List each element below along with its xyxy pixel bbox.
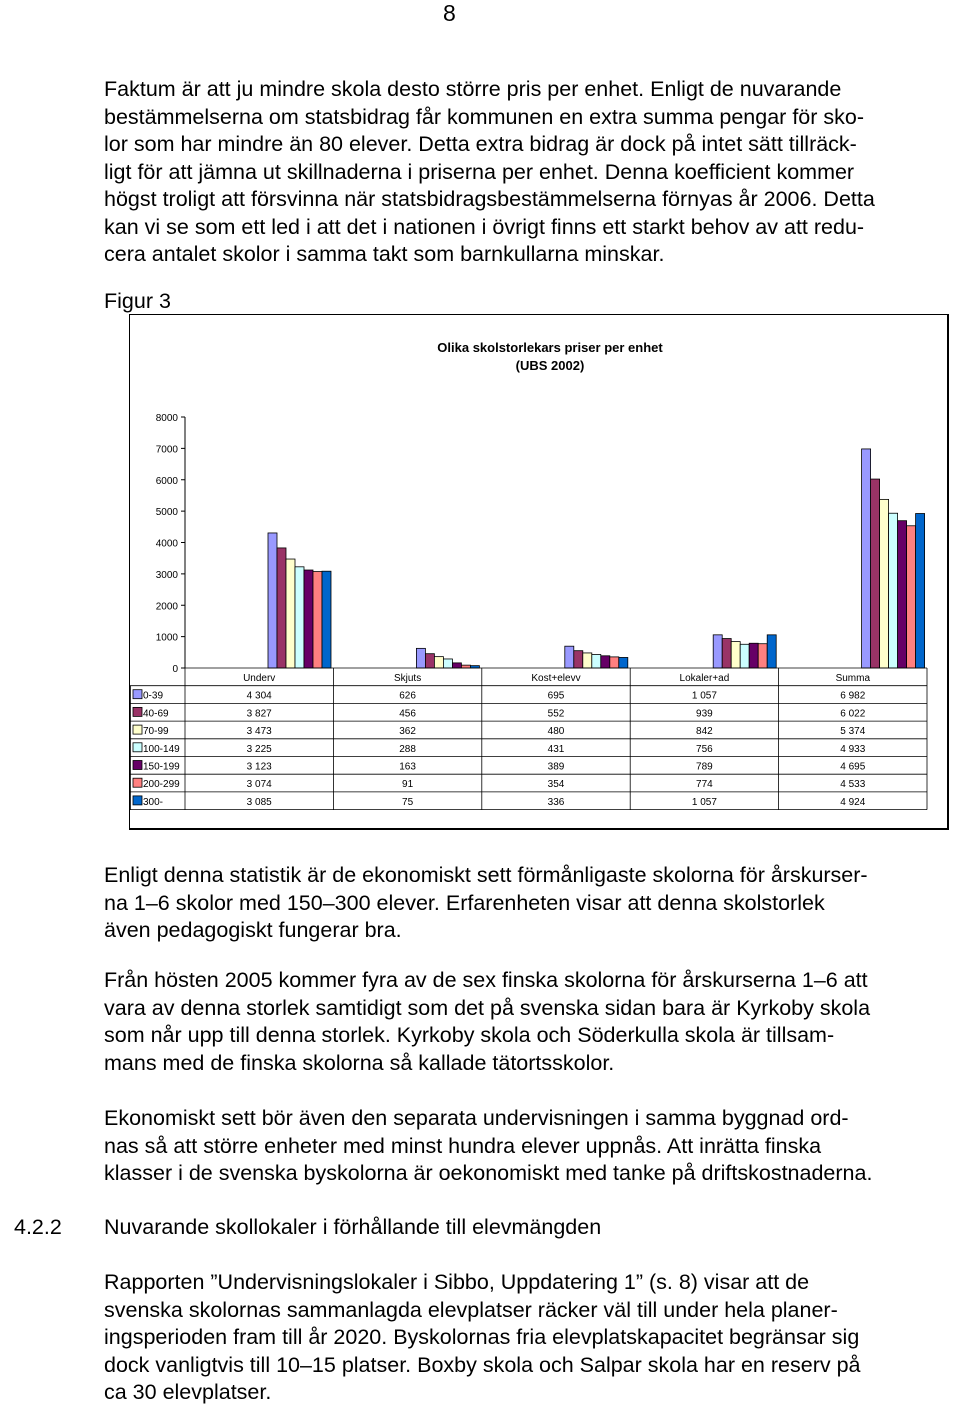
data-label: 1 057 bbox=[691, 690, 717, 702]
paragraph-5 bbox=[104, 1269, 960, 1407]
text-line: högst troligt att försvinna när statsbidragsbestämmelserna förnyas år 2006. Detta bbox=[104, 187, 875, 211]
bar-200-299-Kost+elevv bbox=[610, 657, 619, 668]
legend-label: 70-99 bbox=[143, 726, 169, 738]
y-tick-label: 0 bbox=[172, 664, 178, 675]
chart-subtitle: (UBS 2002) bbox=[515, 358, 585, 373]
text-line: nas så att större enheter med minst hundra elever uppnås. Att inrätta finska bbox=[104, 1133, 822, 1158]
text-line: vara av denna storlek samtidigt som det på svenska sidan bara är Kyrkoby skola bbox=[104, 995, 871, 1020]
legend-swatch-150-199 bbox=[133, 761, 142, 770]
bar-0-39-Lokaler+ad bbox=[713, 635, 722, 668]
bar-100-149-Kost+elevv bbox=[592, 654, 601, 668]
y-tick-label: 3000 bbox=[155, 569, 178, 581]
bar-200-299-Skjuts bbox=[461, 665, 470, 668]
bar-0-39-Skjuts bbox=[416, 648, 425, 668]
bar-150-199-Summa bbox=[898, 521, 907, 668]
data-label: 163 bbox=[399, 761, 416, 773]
bar-150-199-Lokaler+ad bbox=[749, 643, 758, 668]
bar-70-99-Underv bbox=[286, 559, 295, 668]
bar-100-149-Underv bbox=[295, 567, 304, 668]
bar-0-39-Summa bbox=[862, 449, 871, 668]
data-label: 756 bbox=[696, 743, 713, 755]
data-label: 288 bbox=[399, 743, 416, 755]
data-label: 789 bbox=[696, 761, 713, 773]
y-tick-label: 6000 bbox=[155, 475, 178, 487]
data-label: 336 bbox=[547, 796, 565, 808]
legend-swatch-0-39 bbox=[133, 690, 142, 699]
bar-40-69-Lokaler+ad bbox=[722, 639, 731, 668]
bar-200-299-Underv bbox=[313, 572, 322, 668]
data-label: 4 924 bbox=[840, 796, 866, 808]
data-label: 4 695 bbox=[840, 761, 866, 773]
bar-chart bbox=[130, 315, 947, 828]
text-line: lor som har mindre än 80 elever. Detta extra bidrag är dock på intet sätt tillräck- bbox=[104, 132, 857, 156]
category-label: Underv bbox=[243, 673, 276, 684]
legend-label: 300- bbox=[143, 796, 164, 808]
text-line: Ekonomiskt sett bör även den separata undervisningen i samma byggnad ord- bbox=[104, 1106, 849, 1130]
paragraph-3 bbox=[104, 967, 960, 1077]
data-label: 1 057 bbox=[691, 796, 717, 808]
bar-300--Underv bbox=[322, 571, 331, 668]
bar-200-299-Lokaler+ad bbox=[758, 644, 767, 668]
text-line: na 1–6 skolor med 150–300 elever. Erfarenheten visar att denna skolstorlek bbox=[104, 890, 825, 915]
data-label: 389 bbox=[547, 761, 565, 773]
category-label: Skjuts bbox=[393, 673, 422, 684]
bar-70-99-Kost+elevv bbox=[583, 653, 592, 668]
data-label: 91 bbox=[402, 779, 414, 791]
bar-100-149-Lokaler+ad bbox=[740, 644, 749, 668]
bar-150-199-Underv bbox=[304, 570, 313, 668]
data-label: 4 933 bbox=[840, 743, 866, 755]
chart-frame bbox=[129, 314, 949, 830]
text-line: bestämmelserna om statsbidrag får kommunen en extra summa pengar för sko- bbox=[104, 104, 864, 129]
data-label: 4 304 bbox=[246, 690, 272, 702]
legend-label: 200-299 bbox=[143, 779, 180, 791]
data-label: 3 225 bbox=[246, 743, 272, 755]
bar-40-69-Kost+elevv bbox=[574, 651, 583, 668]
chart-title: Olika skolstorlekars priser per enhet bbox=[437, 340, 663, 355]
data-label: 3 123 bbox=[246, 761, 272, 773]
data-label: 354 bbox=[547, 779, 565, 791]
data-label: 939 bbox=[696, 708, 713, 720]
text-line: ca 30 elevplatser. bbox=[104, 1380, 272, 1404]
text-line: ingsperioden fram till år 2020. Byskolornas fria elevplatskapacitet begränsar sig bbox=[104, 1325, 860, 1349]
bar-150-199-Kost+elevv bbox=[601, 656, 610, 668]
bar-100-149-Skjuts bbox=[443, 659, 452, 668]
data-label: 6 982 bbox=[840, 690, 866, 702]
bar-100-149-Summa bbox=[889, 513, 898, 668]
data-label: 552 bbox=[547, 708, 565, 720]
paragraph-1 bbox=[104, 76, 960, 269]
paragraph-4 bbox=[104, 1105, 960, 1188]
data-label: 695 bbox=[547, 690, 565, 702]
data-label: 480 bbox=[547, 726, 565, 738]
legend-label: 100-149 bbox=[143, 743, 180, 755]
bar-150-199-Skjuts bbox=[452, 663, 461, 668]
legend-swatch-70-99 bbox=[133, 725, 142, 734]
data-label: 3 473 bbox=[246, 726, 272, 738]
data-label: 362 bbox=[399, 726, 416, 738]
legend-swatch-40-69 bbox=[133, 707, 142, 716]
legend-swatch-100-149 bbox=[133, 743, 142, 752]
y-tick-label: 7000 bbox=[155, 444, 178, 456]
data-label: 5 374 bbox=[840, 726, 866, 738]
text-line: mans med de finska skolorna så kallade tätortsskolor. bbox=[104, 1050, 615, 1075]
category-label: Kost+elevv bbox=[531, 673, 581, 684]
bar-70-99-Skjuts bbox=[434, 657, 443, 668]
data-label: 842 bbox=[696, 726, 713, 738]
data-label: 6 022 bbox=[840, 708, 866, 720]
bar-40-69-Underv bbox=[277, 548, 286, 668]
bar-40-69-Skjuts bbox=[425, 654, 434, 668]
legend-label: 40-69 bbox=[143, 708, 169, 720]
bar-40-69-Summa bbox=[871, 479, 880, 668]
text-line: dock vanligtvis till 10–15 platser. Boxby skola och Salpar skola har en reserv på bbox=[104, 1352, 861, 1377]
paragraph-2 bbox=[104, 862, 960, 945]
data-label: 4 533 bbox=[840, 779, 866, 791]
text-line: klasser i de svenska byskolorna är oekonomiskt med tanke på driftskostnaderna. bbox=[104, 1161, 873, 1185]
legend-swatch-300- bbox=[133, 796, 142, 805]
legend-swatch-200-299 bbox=[133, 778, 142, 787]
data-label: 75 bbox=[402, 796, 414, 808]
data-label: 3 074 bbox=[246, 779, 272, 791]
bar-300--Lokaler+ad bbox=[767, 635, 776, 668]
figure-label: Figur 3 bbox=[104, 289, 171, 313]
bar-0-39-Kost+elevv bbox=[565, 646, 574, 668]
text-line: cera antalet skolor i samma takt som barnkullarna minskar. bbox=[104, 242, 665, 266]
category-label: Lokaler+ad bbox=[679, 673, 730, 684]
data-label: 3 085 bbox=[246, 796, 272, 808]
y-tick-label: 2000 bbox=[155, 601, 178, 613]
y-tick-label: 8000 bbox=[155, 413, 178, 424]
text-line: Rapporten ”Undervisningslokaler i Sibbo, Uppdatering 1” (s. 8) visar att de bbox=[104, 1270, 810, 1294]
bar-300--Kost+elevv bbox=[619, 657, 628, 668]
bar-70-99-Lokaler+ad bbox=[731, 642, 740, 668]
legend-label: 150-199 bbox=[143, 761, 180, 773]
legend-label: 0-39 bbox=[143, 690, 164, 702]
data-label: 774 bbox=[696, 779, 713, 791]
bar-70-99-Summa bbox=[880, 499, 889, 668]
bar-300--Summa bbox=[916, 514, 925, 668]
text-line: kan vi se som ett led i att det i nationen i övrigt finns ett starkt behov av att redu- bbox=[104, 214, 865, 239]
data-label: 3 827 bbox=[246, 708, 272, 720]
text-line: Från hösten 2005 kommer fyra av de sex finska skolorna för årskurserna 1–6 att bbox=[104, 968, 868, 992]
category-label: Summa bbox=[835, 673, 871, 684]
page-number: 8 bbox=[443, 0, 456, 26]
y-tick-label: 1000 bbox=[155, 632, 178, 644]
y-tick-label: 5000 bbox=[155, 507, 178, 519]
text-line: svenska skolornas sammanlagda elevplatser räcker väl till under hela planer- bbox=[104, 1297, 838, 1322]
data-label: 456 bbox=[399, 708, 416, 720]
bar-0-39-Underv bbox=[268, 533, 277, 668]
text-line: Faktum är att ju mindre skola desto större pris per enhet. Enligt de nuvarande bbox=[104, 77, 842, 101]
y-tick-label: 4000 bbox=[155, 538, 178, 550]
text-line: Enligt denna statistik är de ekonomiskt sett förmånligaste skolorna för årskurser- bbox=[104, 863, 868, 887]
text-line: ligt för att jämna ut skillnaderna i priserna per enhet. Denna koefficient kommer bbox=[104, 159, 855, 184]
data-label: 431 bbox=[547, 743, 565, 755]
text-line: som når upp till denna storlek. Kyrkoby skola och Söderkulla skola är tillsam- bbox=[104, 1023, 835, 1047]
section-title: Nuvarande skollokaler i förhållande till elevmängden bbox=[104, 1215, 602, 1239]
section-number: 4.2.2 bbox=[14, 1215, 62, 1239]
text-line: även pedagogiskt fungerar bra. bbox=[104, 918, 402, 942]
data-label: 626 bbox=[399, 690, 416, 702]
bar-200-299-Summa bbox=[907, 526, 916, 668]
